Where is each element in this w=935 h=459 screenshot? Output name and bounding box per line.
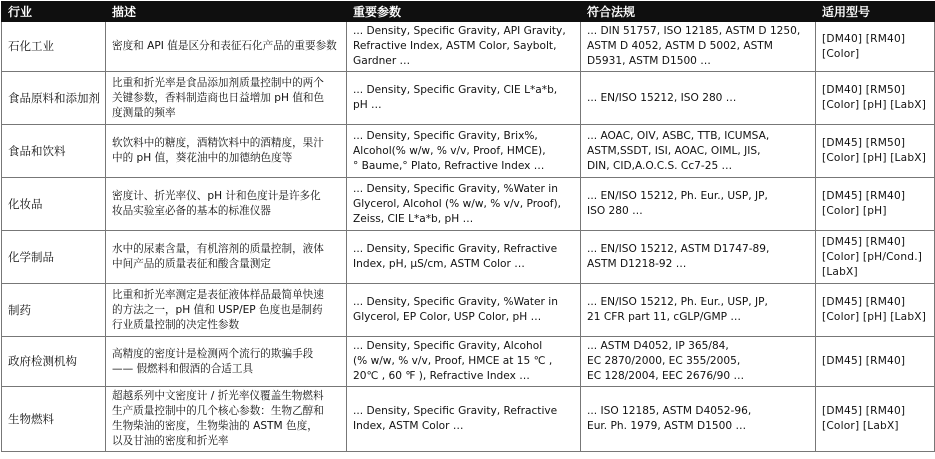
regulations-cell: ... EN/ISO 15212, ISO 280 … bbox=[581, 72, 816, 125]
description-cell: 密度和 API 值是区分和表征石化产品的重要参数 bbox=[106, 22, 347, 72]
regulations-cell: ... EN/ISO 15212, ASTM D1747-89, ASTM D1218-92 … bbox=[581, 231, 816, 284]
regulations-cell: ... EN/ISO 15212, Ph. Eur., USP, JP, 21 CFR part 11, cGLP/GMP … bbox=[581, 284, 816, 337]
industry-cell: 化学制品 bbox=[2, 231, 106, 284]
table-row bbox=[2, 284, 935, 337]
regulations-cell: ... AOAC, OIV, ASBC, TTB, ICUMSA, ASTM,SSDT, ISI, AOAC, OIML, JIS, DIN, CID,A.O.C.S. Cc7-25 … bbox=[581, 125, 816, 178]
header-industry: 行业 bbox=[2, 2, 106, 22]
industry-cell: 制药 bbox=[2, 284, 106, 337]
regulations-cell: ... ISO 12185, ASTM D4052-96, Eur. Ph. 1979, ASTM D1500 … bbox=[581, 387, 816, 452]
description-cell: 高精度的密度计是检测两个流行的欺骗手段 —— 假燃料和假酒的合适工具 bbox=[106, 337, 347, 387]
regulations-cell: ... ASTM D4052, IP 365/84, EC 2870/2000, EC 355/2005, EC 128/2004, EEC 2676/90 … bbox=[581, 337, 816, 387]
table-row bbox=[2, 178, 935, 231]
table-row bbox=[2, 387, 935, 452]
header-parameters: 重要参数 bbox=[347, 2, 581, 22]
description-cell: 超越系列中文密度计 / 折光率仪覆盖生物燃料 生产质量控制中的几个核心参数：生物乙醇和 生物柴油的密度，生物柴油的 ASTM 色度， 以及甘油的密度和折光率 bbox=[106, 387, 347, 452]
table-row bbox=[2, 337, 935, 387]
description-cell: 比重和折光率测定是表征液体样品最简单快速 的方法之一，pH 值和 USP/EP 色度也是制药 行业质量控制的决定性参数 bbox=[106, 284, 347, 337]
parameters-cell: ... Density, Specific Gravity, Alcohol (% w/w, % v/v, Proof, HMCE at 15 ℃ , 20℃ , 60 ℉ ), Refractive Index … bbox=[347, 337, 581, 387]
header-models: 适用型号 bbox=[816, 2, 935, 22]
description-cell: 比重和折光率是食品添加剂质量控制中的两个 关键参数，香料制造商也日益增加 pH 值和色 度测量的频率 bbox=[106, 72, 347, 125]
industry-cell: 化妆品 bbox=[2, 178, 106, 231]
description-cell: 密度计、折光率仪、pH 计和色度计是许多化 妆品实验室必备的基本的标准仪器 bbox=[106, 178, 347, 231]
table-row bbox=[2, 125, 935, 178]
models-cell: [DM40] [RM50] [Color] [pH] [LabX] bbox=[816, 72, 935, 125]
models-cell: [DM45] [RM40] [Color] [pH/Cond.] [LabX] bbox=[816, 231, 935, 284]
table-row bbox=[2, 72, 935, 125]
parameters-cell: ... Density, Specific Gravity, Brix%, Alcohol(% w/w, % v/v, Proof, HMCE), ° Baume,° Plato, Refractive Index … bbox=[347, 125, 581, 178]
models-cell: [DM45] [RM40] [Color] [pH] bbox=[816, 178, 935, 231]
industry-cell: 政府检测机构 bbox=[2, 337, 106, 387]
industry-cell: 生物燃料 bbox=[2, 387, 106, 452]
description-cell: 水中的尿素含量，有机溶剂的质量控制，液体 中间产品的质量表征和酸含量测定 bbox=[106, 231, 347, 284]
parameters-cell: ... Density, Specific Gravity, CIE L*a*b, pH … bbox=[347, 72, 581, 125]
header-description: 描述 bbox=[106, 2, 347, 22]
parameters-cell: ... Density, Specific Gravity, API Gravity, Refractive Index, ASTM Color, Saybolt, Gardner … bbox=[347, 22, 581, 72]
models-cell: [DM45] [RM40] [Color] [pH] [LabX] bbox=[816, 284, 935, 337]
industry-parameters-table bbox=[1, 1, 935, 452]
parameters-cell: ... Density, Specific Gravity, %Water in Glycerol, Alcohol (% w/w, % v/v, Proof), Zeiss, CIE L*a*b, pH … bbox=[347, 178, 581, 231]
industry-cell: 食品和饮料 bbox=[2, 125, 106, 178]
models-cell: [DM45] [RM40] [Color] [LabX] bbox=[816, 387, 935, 452]
industry-cell: 石化工业 bbox=[2, 22, 106, 72]
table-row bbox=[2, 231, 935, 284]
regulations-cell: ... EN/ISO 15212, Ph. Eur., USP, JP, ISO 280 … bbox=[581, 178, 816, 231]
description-cell: 软饮料中的糖度，酒精饮料中的酒精度，果汁 中的 pH 值，葵花油中的加德纳色度等 bbox=[106, 125, 347, 178]
table-row bbox=[2, 22, 935, 72]
table-header-row bbox=[2, 2, 935, 22]
industry-cell: 食品原料和添加剂 bbox=[2, 72, 106, 125]
models-cell: [DM40] [RM40] [Color] bbox=[816, 22, 935, 72]
parameters-cell: ... Density, Specific Gravity, %Water in Glycerol, EP Color, USP Color, pH … bbox=[347, 284, 581, 337]
models-cell: [DM45] [RM50] [Color] [pH] [LabX] bbox=[816, 125, 935, 178]
header-regulations: 符合法规 bbox=[581, 2, 816, 22]
parameters-cell: ... Density, Specific Gravity, Refractive Index, pH, μS/cm, ASTM Color … bbox=[347, 231, 581, 284]
models-cell: [DM45] [RM40] bbox=[816, 337, 935, 387]
regulations-cell: ... DIN 51757, ISO 12185, ASTM D 1250, ASTM D 4052, ASTM D 5002, ASTM D5931, ASTM D1500 … bbox=[581, 22, 816, 72]
parameters-cell: ... Density, Specific Gravity, Refractive Index, ASTM Color … bbox=[347, 387, 581, 452]
